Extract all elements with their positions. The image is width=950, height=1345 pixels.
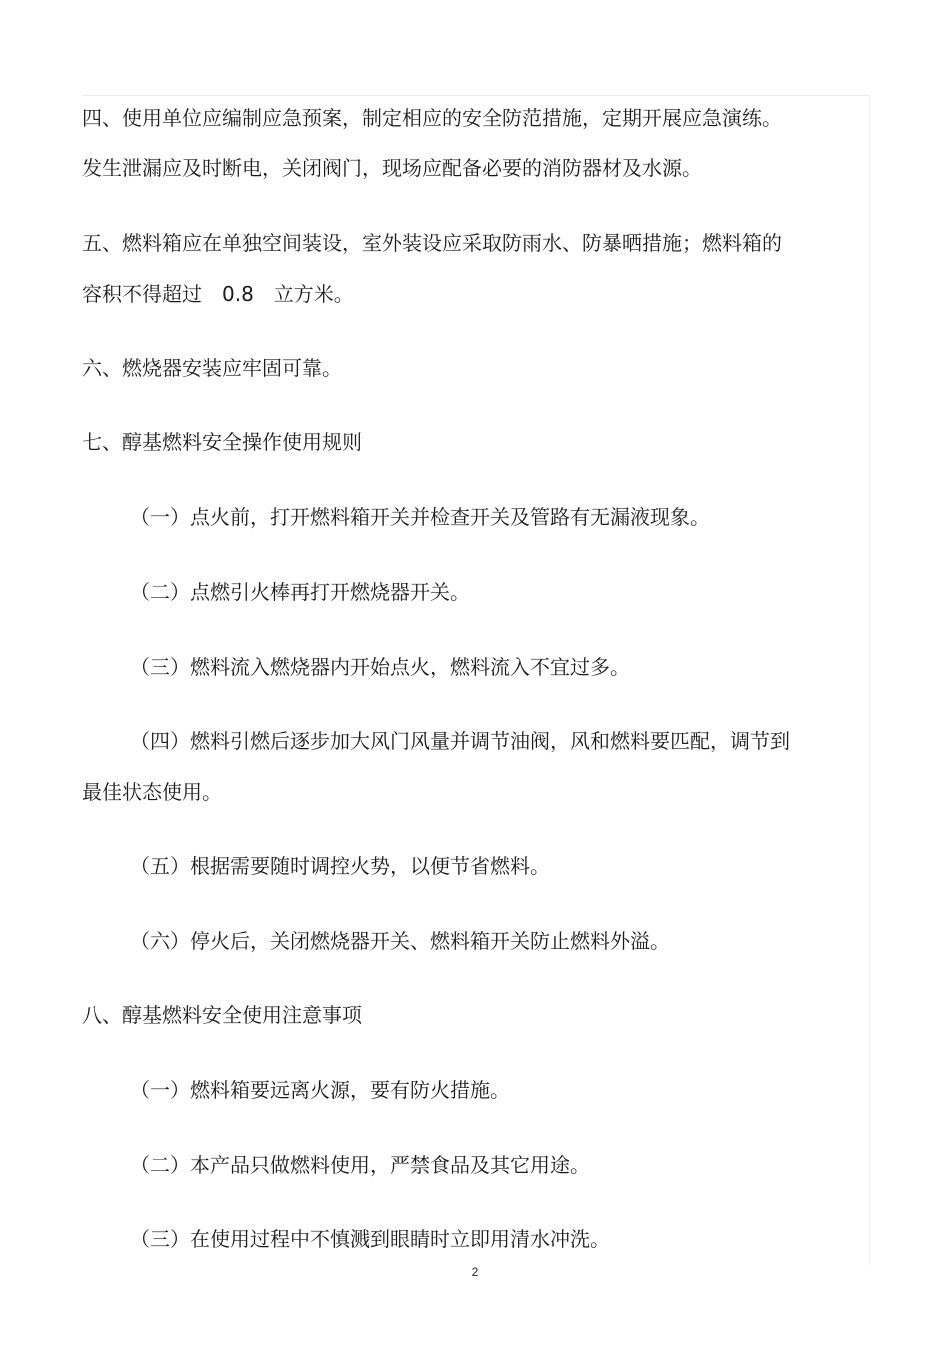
- section-heading: 七、醇基燃料安全操作使用规则: [82, 430, 362, 454]
- list-item: （四）燃料引燃后逐步加大风门风量并调节油阀，风和燃料要匹配，调节到: [130, 729, 790, 753]
- list-item: （三）燃料流入燃烧器内开始点火，燃料流入不宜过多。: [130, 655, 630, 679]
- list-item: （六）停火后，关闭燃烧器开关、燃料箱开关防止燃料外溢。: [130, 929, 670, 953]
- list-item: （一）点火前，打开燃料箱开关并检查开关及管路有无漏液现象。: [130, 505, 710, 529]
- paragraph-line: 六、燃烧器安装应牢固可靠。: [82, 356, 342, 380]
- list-item: （一）燃料箱要远离火源，要有防火措施。: [130, 1078, 510, 1102]
- list-item: （三）在使用过程中不慎溅到眼睛时立即用清水冲洗。: [130, 1227, 610, 1251]
- list-item: （二）本产品只做燃料使用，严禁食品及其它用途。: [130, 1153, 590, 1177]
- paragraph-line: 四、使用单位应编制应急预案，制定相应的安全防范措施，定期开展应急演练。: [82, 106, 782, 130]
- paragraph-line: 发生泄漏应及时断电，关闭阀门，现场应配备必要的消防器材及水源。: [82, 156, 702, 180]
- page-number: 2: [471, 1265, 479, 1279]
- paragraph-line: 容积不得超过 0.8 立方米。: [82, 282, 354, 306]
- list-item: （五）根据需要随时调控火势，以便节省燃料。: [130, 854, 550, 878]
- page-border-right: [869, 95, 870, 1265]
- section-heading: 八、醇基燃料安全使用注意事项: [82, 1003, 362, 1027]
- list-item-continuation: 最佳状态使用。: [82, 780, 222, 804]
- list-item: （二）点燃引火棒再打开燃烧器开关。: [130, 580, 470, 604]
- paragraph-line: 五、燃料箱应在单独空间装设，室外装设应采取防雨水、防暴晒措施；燃料箱的: [82, 231, 782, 255]
